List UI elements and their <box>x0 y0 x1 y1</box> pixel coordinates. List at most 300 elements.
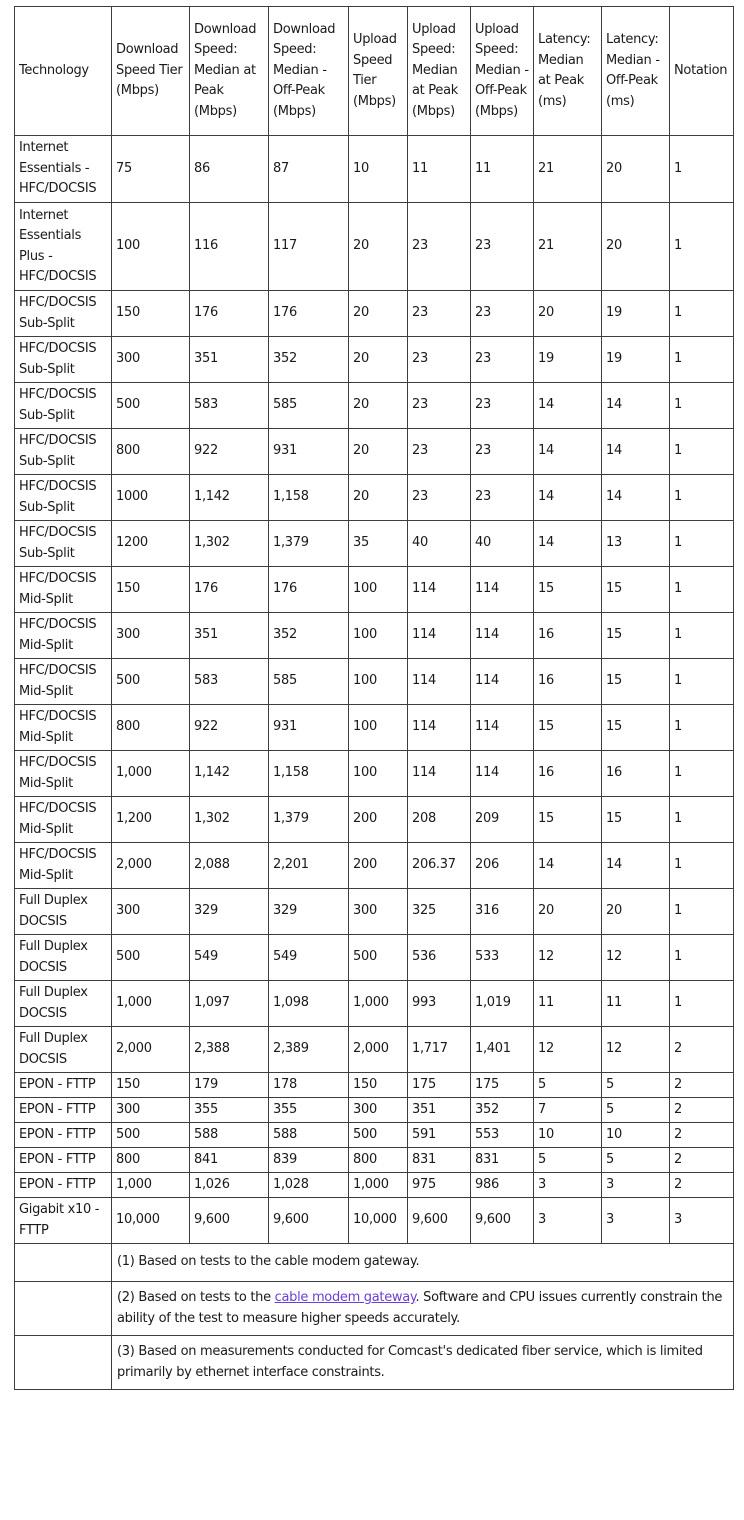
value-cell: 500 <box>112 935 190 981</box>
value-cell: 19 <box>602 337 670 383</box>
value-cell: 114 <box>408 659 471 705</box>
value-cell: 178 <box>269 1073 349 1098</box>
value-cell: 9,600 <box>190 1198 269 1244</box>
value-cell: 1,379 <box>269 797 349 843</box>
value-cell: 5 <box>602 1073 670 1098</box>
value-cell: 114 <box>471 751 534 797</box>
value-cell: 20 <box>534 889 602 935</box>
value-cell: 100 <box>349 751 408 797</box>
value-cell: 1 <box>670 935 734 981</box>
value-cell: 23 <box>471 429 534 475</box>
footnote-2 <box>112 1282 734 1336</box>
value-cell: 10 <box>534 1123 602 1148</box>
value-cell: 23 <box>408 475 471 521</box>
value-cell: 206.37 <box>408 843 471 889</box>
table-row <box>15 291 734 337</box>
technology-cell: HFC/DOCSIS Sub-Split <box>15 429 112 475</box>
footnote-empty-cell <box>15 1336 112 1390</box>
value-cell: 2,000 <box>349 1027 408 1073</box>
value-cell: 931 <box>269 429 349 475</box>
value-cell: 2 <box>670 1148 734 1173</box>
value-cell: 841 <box>190 1148 269 1173</box>
value-cell: 16 <box>602 751 670 797</box>
value-cell: 1 <box>670 843 734 889</box>
footnote-2-prefix: (2) Based on tests to the <box>117 1290 275 1305</box>
value-cell: 14 <box>602 383 670 429</box>
value-cell: 11 <box>408 136 471 203</box>
value-cell: 23 <box>408 429 471 475</box>
value-cell: 1,000 <box>112 1173 190 1198</box>
value-cell: 15 <box>534 567 602 613</box>
value-cell: 15 <box>602 613 670 659</box>
value-cell: 23 <box>408 383 471 429</box>
value-cell: 351 <box>408 1098 471 1123</box>
value-cell: 14 <box>534 383 602 429</box>
table-row <box>15 203 734 291</box>
value-cell: 1 <box>670 613 734 659</box>
technology-cell: HFC/DOCSIS Mid-Split <box>15 659 112 705</box>
value-cell: 10 <box>602 1123 670 1148</box>
value-cell: 1,000 <box>349 981 408 1027</box>
value-cell: 1,026 <box>190 1173 269 1198</box>
value-cell: 176 <box>190 291 269 337</box>
table-row <box>15 337 734 383</box>
value-cell: 114 <box>471 613 534 659</box>
value-cell: 1 <box>670 521 734 567</box>
technology-cell: HFC/DOCSIS Mid-Split <box>15 567 112 613</box>
value-cell: 839 <box>269 1148 349 1173</box>
technology-cell: EPON - FTTP <box>15 1098 112 1123</box>
value-cell: 100 <box>349 613 408 659</box>
value-cell: 300 <box>112 889 190 935</box>
table-row <box>15 613 734 659</box>
table-row <box>15 659 734 705</box>
table-row <box>15 981 734 1027</box>
value-cell: 2,201 <box>269 843 349 889</box>
value-cell: 150 <box>112 291 190 337</box>
value-cell: 549 <box>269 935 349 981</box>
value-cell: 15 <box>602 797 670 843</box>
value-cell: 20 <box>349 291 408 337</box>
value-cell: 5 <box>602 1098 670 1123</box>
value-cell: 9,600 <box>408 1198 471 1244</box>
technology-cell: HFC/DOCSIS Mid-Split <box>15 613 112 659</box>
value-cell: 1,302 <box>190 521 269 567</box>
value-cell: 175 <box>408 1073 471 1098</box>
value-cell: 351 <box>190 337 269 383</box>
value-cell: 300 <box>112 1098 190 1123</box>
value-cell: 14 <box>534 429 602 475</box>
value-cell: 1 <box>670 705 734 751</box>
value-cell: 1,401 <box>471 1027 534 1073</box>
value-cell: 1,097 <box>190 981 269 1027</box>
value-cell: 117 <box>269 203 349 291</box>
value-cell: 1 <box>670 203 734 291</box>
value-cell: 40 <box>471 521 534 567</box>
value-cell: 21 <box>534 203 602 291</box>
value-cell: 1,717 <box>408 1027 471 1073</box>
value-cell: 19 <box>602 291 670 337</box>
value-cell: 2,000 <box>112 1027 190 1073</box>
technology-cell: HFC/DOCSIS Sub-Split <box>15 475 112 521</box>
footnote-2-suffix: . Software and CPU issues currently constrain the ability of the test to measure higher speeds accurately. <box>117 1290 723 1326</box>
value-cell: 114 <box>471 659 534 705</box>
value-cell: 329 <box>269 889 349 935</box>
table-row <box>15 521 734 567</box>
value-cell: 10 <box>349 136 408 203</box>
value-cell: 150 <box>112 1073 190 1098</box>
column-header: Download Speed Tier (Mbps) <box>112 7 190 136</box>
table-row <box>15 567 734 613</box>
value-cell: 100 <box>112 203 190 291</box>
value-cell: 114 <box>408 751 471 797</box>
table-row <box>15 1173 734 1198</box>
technology-cell: EPON - FTTP <box>15 1148 112 1173</box>
technology-cell: Internet Essentials Plus - HFC/DOCSIS <box>15 203 112 291</box>
table-row <box>15 797 734 843</box>
value-cell: 14 <box>534 843 602 889</box>
table-row <box>15 136 734 203</box>
value-cell: 500 <box>112 1123 190 1148</box>
column-header: Notation <box>670 7 734 136</box>
value-cell: 1,019 <box>471 981 534 1027</box>
footnote-empty-cell <box>15 1244 112 1282</box>
value-cell: 993 <box>408 981 471 1027</box>
table-body <box>15 136 734 1244</box>
value-cell: 1 <box>670 429 734 475</box>
value-cell: 86 <box>190 136 269 203</box>
value-cell: 20 <box>349 429 408 475</box>
value-cell: 352 <box>269 613 349 659</box>
value-cell: 23 <box>471 291 534 337</box>
broadband-performance-table <box>14 6 734 1390</box>
column-header: Technology <box>15 7 112 136</box>
value-cell: 1 <box>670 291 734 337</box>
value-cell: 20 <box>602 889 670 935</box>
value-cell: 3 <box>602 1173 670 1198</box>
value-cell: 12 <box>534 1027 602 1073</box>
value-cell: 14 <box>602 429 670 475</box>
value-cell: 1,379 <box>269 521 349 567</box>
value-cell: 1 <box>670 383 734 429</box>
value-cell: 1,142 <box>190 751 269 797</box>
value-cell: 585 <box>269 659 349 705</box>
value-cell: 500 <box>349 1123 408 1148</box>
table-row <box>15 1027 734 1073</box>
value-cell: 583 <box>190 383 269 429</box>
value-cell: 20 <box>534 291 602 337</box>
value-cell: 5 <box>534 1148 602 1173</box>
column-header: Latency: Median - Off-Peak (ms) <box>602 7 670 136</box>
value-cell: 355 <box>269 1098 349 1123</box>
value-cell: 100 <box>349 705 408 751</box>
technology-cell: Full Duplex DOCSIS <box>15 1027 112 1073</box>
value-cell: 14 <box>534 521 602 567</box>
value-cell: 300 <box>349 1098 408 1123</box>
value-cell: 3 <box>534 1173 602 1198</box>
value-cell: 2 <box>670 1027 734 1073</box>
value-cell: 150 <box>349 1073 408 1098</box>
value-cell: 2 <box>670 1173 734 1198</box>
column-header: Upload Speed: Median - Off-Peak (Mbps) <box>471 7 534 136</box>
value-cell: 1,158 <box>269 751 349 797</box>
value-cell: 2,088 <box>190 843 269 889</box>
value-cell: 583 <box>190 659 269 705</box>
footnotes <box>15 1244 734 1390</box>
value-cell: 975 <box>408 1173 471 1198</box>
value-cell: 114 <box>471 705 534 751</box>
value-cell: 23 <box>471 203 534 291</box>
value-cell: 21 <box>534 136 602 203</box>
value-cell: 1,000 <box>112 751 190 797</box>
value-cell: 10,000 <box>349 1198 408 1244</box>
table-row <box>15 843 734 889</box>
value-cell: 986 <box>471 1173 534 1198</box>
value-cell: 922 <box>190 705 269 751</box>
value-cell: 114 <box>408 705 471 751</box>
value-cell: 2,000 <box>112 843 190 889</box>
value-cell: 200 <box>349 797 408 843</box>
value-cell: 533 <box>471 935 534 981</box>
technology-cell: HFC/DOCSIS Sub-Split <box>15 383 112 429</box>
value-cell: 300 <box>112 613 190 659</box>
value-cell: 2 <box>670 1123 734 1148</box>
value-cell: 15 <box>602 705 670 751</box>
technology-cell: Full Duplex DOCSIS <box>15 889 112 935</box>
table-row <box>15 1148 734 1173</box>
value-cell: 1,028 <box>269 1173 349 1198</box>
value-cell: 179 <box>190 1073 269 1098</box>
value-cell: 23 <box>408 337 471 383</box>
value-cell: 3 <box>670 1198 734 1244</box>
table-row <box>15 475 734 521</box>
value-cell: 1 <box>670 797 734 843</box>
value-cell: 553 <box>471 1123 534 1148</box>
value-cell: 23 <box>408 203 471 291</box>
column-header: Upload Speed Tier (Mbps) <box>349 7 408 136</box>
value-cell: 1,158 <box>269 475 349 521</box>
value-cell: 800 <box>112 1148 190 1173</box>
value-cell: 20 <box>349 203 408 291</box>
value-cell: 316 <box>471 889 534 935</box>
value-cell: 352 <box>471 1098 534 1123</box>
footnote-3: (3) Based on measurements conducted for Comcast's dedicated fiber service, which is limited primarily by ethernet interface constraints. <box>112 1336 734 1390</box>
value-cell: 352 <box>269 337 349 383</box>
value-cell: 1 <box>670 136 734 203</box>
value-cell: 14 <box>602 475 670 521</box>
value-cell: 1000 <box>112 475 190 521</box>
value-cell: 500 <box>112 659 190 705</box>
value-cell: 591 <box>408 1123 471 1148</box>
value-cell: 114 <box>408 567 471 613</box>
value-cell: 355 <box>190 1098 269 1123</box>
table-row <box>15 383 734 429</box>
value-cell: 15 <box>534 705 602 751</box>
value-cell: 500 <box>349 935 408 981</box>
value-cell: 176 <box>269 567 349 613</box>
value-cell: 329 <box>190 889 269 935</box>
value-cell: 5 <box>602 1148 670 1173</box>
value-cell: 1 <box>670 567 734 613</box>
value-cell: 23 <box>471 475 534 521</box>
technology-cell: Full Duplex DOCSIS <box>15 981 112 1027</box>
table-row <box>15 705 734 751</box>
value-cell: 14 <box>602 843 670 889</box>
value-cell: 1 <box>670 889 734 935</box>
value-cell: 15 <box>602 567 670 613</box>
technology-cell: HFC/DOCSIS Sub-Split <box>15 291 112 337</box>
value-cell: 206 <box>471 843 534 889</box>
value-cell: 100 <box>349 567 408 613</box>
value-cell: 209 <box>471 797 534 843</box>
value-cell: 1 <box>670 337 734 383</box>
value-cell: 1,302 <box>190 797 269 843</box>
value-cell: 23 <box>408 291 471 337</box>
technology-cell: HFC/DOCSIS Sub-Split <box>15 521 112 567</box>
column-header: Download Speed: Median - Off-Peak (Mbps) <box>269 7 349 136</box>
value-cell: 3 <box>602 1198 670 1244</box>
value-cell: 1200 <box>112 521 190 567</box>
footnote-empty-cell <box>15 1282 112 1336</box>
value-cell: 1 <box>670 751 734 797</box>
value-cell: 588 <box>269 1123 349 1148</box>
value-cell: 588 <box>190 1123 269 1148</box>
value-cell: 11 <box>602 981 670 1027</box>
value-cell: 325 <box>408 889 471 935</box>
value-cell: 15 <box>534 797 602 843</box>
table-row <box>15 889 734 935</box>
technology-cell: HFC/DOCSIS Mid-Split <box>15 705 112 751</box>
value-cell: 2 <box>670 1098 734 1123</box>
footnote-row-2 <box>15 1282 734 1336</box>
value-cell: 800 <box>349 1148 408 1173</box>
value-cell: 16 <box>534 751 602 797</box>
table-row <box>15 1198 734 1244</box>
value-cell: 12 <box>602 935 670 981</box>
value-cell: 12 <box>534 935 602 981</box>
value-cell: 16 <box>534 613 602 659</box>
cable-modem-gateway-link[interactable]: cable modem gateway <box>274 1290 416 1305</box>
value-cell: 35 <box>349 521 408 567</box>
value-cell: 831 <box>408 1148 471 1173</box>
technology-cell: HFC/DOCSIS Mid-Split <box>15 797 112 843</box>
value-cell: 12 <box>602 1027 670 1073</box>
value-cell: 175 <box>471 1073 534 1098</box>
table-row <box>15 1073 734 1098</box>
value-cell: 100 <box>349 659 408 705</box>
value-cell: 15 <box>602 659 670 705</box>
value-cell: 1,000 <box>349 1173 408 1198</box>
footnote-1: (1) Based on tests to the cable modem gateway. <box>112 1244 734 1282</box>
technology-cell: HFC/DOCSIS Sub-Split <box>15 337 112 383</box>
value-cell: 9,600 <box>269 1198 349 1244</box>
value-cell: 500 <box>112 383 190 429</box>
header-row <box>15 7 734 136</box>
value-cell: 2,388 <box>190 1027 269 1073</box>
value-cell: 87 <box>269 136 349 203</box>
column-header: Download Speed: Median at Peak (Mbps) <box>190 7 269 136</box>
value-cell: 19 <box>534 337 602 383</box>
value-cell: 20 <box>349 475 408 521</box>
technology-cell: EPON - FTTP <box>15 1123 112 1148</box>
value-cell: 2 <box>670 1073 734 1098</box>
value-cell: 114 <box>408 613 471 659</box>
value-cell: 1 <box>670 981 734 1027</box>
value-cell: 2,389 <box>269 1027 349 1073</box>
value-cell: 1,142 <box>190 475 269 521</box>
value-cell: 11 <box>534 981 602 1027</box>
table-row <box>15 1123 734 1148</box>
value-cell: 931 <box>269 705 349 751</box>
footnote-row-3 <box>15 1336 734 1390</box>
value-cell: 11 <box>471 136 534 203</box>
technology-cell: Full Duplex DOCSIS <box>15 935 112 981</box>
value-cell: 13 <box>602 521 670 567</box>
value-cell: 16 <box>534 659 602 705</box>
value-cell: 300 <box>349 889 408 935</box>
value-cell: 20 <box>349 337 408 383</box>
value-cell: 208 <box>408 797 471 843</box>
technology-cell: Internet Essentials - HFC/DOCSIS <box>15 136 112 203</box>
value-cell: 150 <box>112 567 190 613</box>
technology-cell: HFC/DOCSIS Mid-Split <box>15 843 112 889</box>
value-cell: 351 <box>190 613 269 659</box>
value-cell: 176 <box>269 291 349 337</box>
value-cell: 1 <box>670 659 734 705</box>
table-row <box>15 751 734 797</box>
value-cell: 1,200 <box>112 797 190 843</box>
table-row <box>15 429 734 475</box>
value-cell: 585 <box>269 383 349 429</box>
value-cell: 200 <box>349 843 408 889</box>
value-cell: 1,098 <box>269 981 349 1027</box>
value-cell: 5 <box>534 1073 602 1098</box>
technology-cell: HFC/DOCSIS Mid-Split <box>15 751 112 797</box>
value-cell: 831 <box>471 1148 534 1173</box>
value-cell: 23 <box>471 383 534 429</box>
value-cell: 116 <box>190 203 269 291</box>
value-cell: 536 <box>408 935 471 981</box>
value-cell: 7 <box>534 1098 602 1123</box>
value-cell: 23 <box>471 337 534 383</box>
value-cell: 800 <box>112 429 190 475</box>
technology-cell: Gigabit x10 - FTTP <box>15 1198 112 1244</box>
value-cell: 1,000 <box>112 981 190 1027</box>
column-header: Latency: Median at Peak (ms) <box>534 7 602 136</box>
value-cell: 3 <box>534 1198 602 1244</box>
column-header: Upload Speed: Median at Peak (Mbps) <box>408 7 471 136</box>
value-cell: 20 <box>349 383 408 429</box>
table-row <box>15 1098 734 1123</box>
value-cell: 114 <box>471 567 534 613</box>
value-cell: 1 <box>670 475 734 521</box>
value-cell: 20 <box>602 203 670 291</box>
value-cell: 549 <box>190 935 269 981</box>
table-row <box>15 935 734 981</box>
value-cell: 20 <box>602 136 670 203</box>
value-cell: 800 <box>112 705 190 751</box>
value-cell: 9,600 <box>471 1198 534 1244</box>
value-cell: 922 <box>190 429 269 475</box>
footnote-row-1 <box>15 1244 734 1282</box>
value-cell: 14 <box>534 475 602 521</box>
value-cell: 75 <box>112 136 190 203</box>
speed-table-container <box>14 6 733 1390</box>
value-cell: 300 <box>112 337 190 383</box>
value-cell: 176 <box>190 567 269 613</box>
technology-cell: EPON - FTTP <box>15 1173 112 1198</box>
technology-cell: EPON - FTTP <box>15 1073 112 1098</box>
